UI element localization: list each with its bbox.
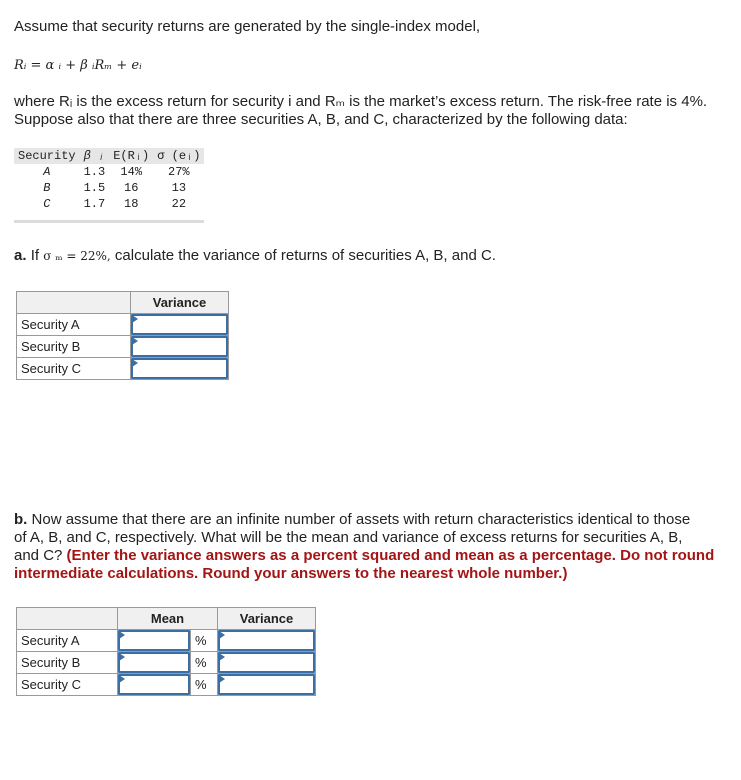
col-security: Security (14, 148, 80, 164)
part-b-instruction-1: (Enter the variance answers as a percent squared and mean as a percentage. Do not round (66, 547, 715, 564)
input-marker-icon (219, 631, 225, 639)
part-b-label: b. (14, 511, 28, 528)
cell: 13 (171, 181, 187, 195)
part-b-line-2: of A, B, and C, respectively. What will be the mean and variance of excess returns for securities A, B, (14, 529, 683, 546)
variance-input-c[interactable] (131, 358, 228, 379)
input-marker-icon (132, 337, 138, 345)
table-row (14, 196, 204, 212)
header-blank (17, 292, 131, 314)
cell: 16 (124, 181, 139, 195)
row-label: Security C (17, 358, 131, 380)
variance-input-b-b[interactable] (218, 652, 315, 673)
input-marker-icon (119, 653, 125, 661)
part-a-text-pre: If (30, 247, 40, 264)
cell: 14% (120, 165, 143, 179)
cell: C (43, 197, 51, 211)
row-label: Security A (17, 630, 118, 652)
variance-input-a-b[interactable] (218, 630, 315, 651)
cell: 1.3 (83, 165, 106, 179)
input-marker-icon (219, 675, 225, 683)
variance-input-c-b[interactable] (218, 674, 315, 695)
input-marker-icon (219, 653, 225, 661)
mean-input-c[interactable] (118, 674, 190, 695)
percent-sign: % (191, 630, 218, 652)
cell: 22 (171, 197, 187, 211)
sigma-m-value: σ ₘ = 22%, (43, 249, 111, 263)
where-line-1: where Rᵢ is the excess return for security i and Rₘ is the market’s excess return. The risk-free rate is 4%. (14, 93, 708, 110)
variance-header: Variance (218, 608, 316, 630)
part-b-instruction-2: intermediate calculations. Round your answers to the nearest whole number.) (14, 565, 568, 582)
mean-variance-table (16, 607, 316, 696)
input-marker-icon (119, 631, 125, 639)
col-sigma-e: σ (eᵢ) (153, 148, 204, 164)
mean-header: Mean (118, 608, 218, 630)
col-beta: β ᵢ (80, 148, 110, 164)
input-marker-icon (132, 315, 138, 323)
mean-input-a[interactable] (118, 630, 190, 651)
percent-sign: % (191, 674, 218, 696)
cell: 1.5 (83, 181, 106, 195)
input-marker-icon (132, 359, 138, 367)
row-label: Security B (17, 652, 118, 674)
row-label: Security C (17, 674, 118, 696)
security-data-table (14, 148, 204, 223)
cell: A (43, 165, 51, 179)
part-a-question (14, 247, 496, 265)
variance-header: Variance (131, 292, 229, 314)
part-b-question (14, 511, 734, 583)
cell: 1.7 (83, 197, 106, 211)
table-row (14, 180, 204, 196)
cell: 27% (168, 165, 190, 179)
part-a-text-post: calculate the variance of returns of securities A, B, and C. (114, 247, 496, 264)
cell: B (43, 181, 51, 195)
variance-input-b[interactable] (131, 336, 228, 357)
where-line-2: Suppose also that there are three securities A, B, and C, characterized by the following data: (14, 111, 628, 128)
percent-sign: % (191, 652, 218, 674)
part-b-line-1: Now assume that there are an infinite number of assets with return characteristics identical to those (31, 511, 691, 528)
variance-input-a[interactable] (131, 314, 228, 335)
cell: 18 (124, 197, 139, 211)
part-a-label: a. (14, 247, 27, 264)
table-row (14, 164, 204, 180)
where-paragraph (14, 93, 734, 129)
col-expected-return: E(Rᵢ) (109, 148, 153, 164)
variance-table (16, 291, 229, 380)
model-equation: Rᵢ = α ᵢ + β ᵢRₘ + eᵢ (14, 58, 142, 73)
input-marker-icon (119, 675, 125, 683)
row-label: Security A (17, 314, 131, 336)
mean-input-b[interactable] (118, 652, 190, 673)
header-blank (17, 608, 118, 630)
row-label: Security B (17, 336, 131, 358)
data-table-header (14, 148, 204, 164)
part-b-line-3: and C? (14, 547, 63, 564)
intro-text: Assume that security returns are generated by the single-index model, (14, 18, 481, 35)
